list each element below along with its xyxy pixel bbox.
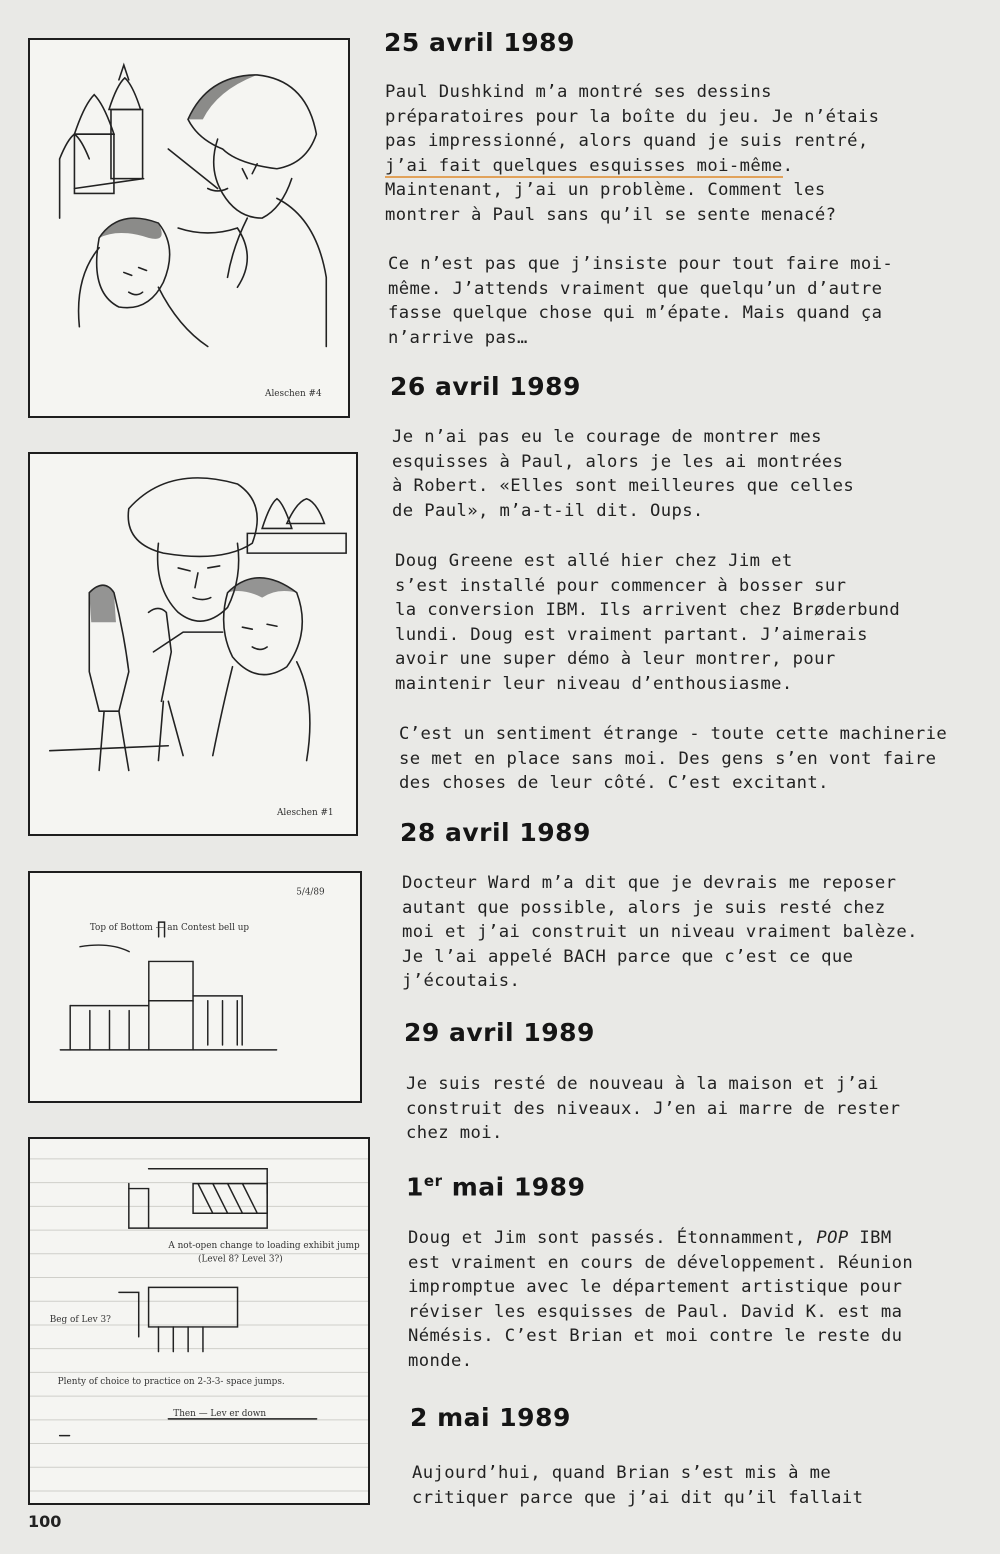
sketch-signature: Aleschen #1 [276, 807, 334, 818]
sketch-note: Then — Lev er down [173, 1408, 267, 1419]
sketch-aladdin-prince-princess [28, 38, 350, 418]
sketch-drawing-2 [30, 454, 356, 834]
date-ordinal: er [423, 1172, 443, 1190]
entry-date: 25 avril 1989 [384, 28, 575, 57]
entry-date: 28 avril 1989 [400, 818, 591, 847]
sketch-note: Beg of Lev 3? [49, 1314, 111, 1325]
sketch-level-blocks [28, 871, 362, 1103]
entry-paragraph [385, 80, 879, 228]
sketch-note: A not-open change to loading exhibit jump [168, 1240, 360, 1251]
sketch-drawing-1 [30, 40, 348, 416]
page-number: 100 [28, 1512, 62, 1531]
highlighted-text: j’ai fait quelques esquisses moi-même [385, 155, 783, 176]
entry-paragraph: Docteur Ward m’a dit que je devrais me reposer autant que possible, alors je suis resté chez moi et j’ai construit un niveau vraiment balèze. Je l’ai appelé BACH parce que c’est ce que j’écoutais. [402, 873, 918, 992]
sketch-prince-turban-palace [28, 452, 358, 836]
sketch-note: (Level 8? Level 3?) [198, 1254, 283, 1265]
paragraph-text: Paul Dushkind m’a montré ses dessins préparatoires pour la boîte du jeu. Je n’étais pas impressionné, alors quand je suis rentré, [385, 82, 880, 152]
date-day: 1 [406, 1172, 424, 1202]
sketch-level-plan [28, 1137, 370, 1505]
entry-paragraph: Je suis resté de nouveau à la maison et j’ai construit des niveaux. J’en ai marre de rester chez moi. [406, 1074, 901, 1144]
game-title: POP [816, 1228, 849, 1248]
entry-paragraph: Ce n’est pas que j’insiste pour tout faire moi- même. J’attends vraiment que quelqu’un d’autre fasse quelque chose qui m’épate. Mais quand ça n’arrive pas… [388, 254, 894, 348]
entry-paragraph: C’est un sentiment étrange - toute cette machinerie se met en place sans moi. Des gens s’en vont faire des choses de leur côté. C’est excitant. [399, 724, 948, 794]
paragraph-text: Doug et Jim sont passés. Étonnamment, [408, 1228, 817, 1248]
sketch-note: Plenty of choice to practice on 2-3-3- space jumps. [57, 1377, 285, 1388]
sketch-note: Top of Bottom — an Contest bell up [89, 923, 250, 933]
paragraph-text: IBM est vraiment en cours de développement. Réunion impromptue avec le département artistique pour réviser les esquisses de Paul. David K. est ma Némésis. C’est Brian et moi contre le reste du monde. [408, 1228, 914, 1371]
sketch-date-note: 5/4/89 [296, 887, 325, 898]
sketch-drawing-4 [30, 1139, 368, 1503]
entry-date: 26 avril 1989 [390, 372, 581, 401]
date-month-year: mai 1989 [442, 1172, 586, 1202]
entry-paragraph: Doug Greene est allé hier chez Jim et s’est installé pour commencer à bosser sur la conversion IBM. Ils arrivent chez Brøderbund lundi. Doug est vraiment partant. J’aimerais avoir une super démo à leur montrer, pour maintenir leur niveau d’enthousiasme. [395, 551, 901, 694]
paragraph-text: . Maintenant, j’ai un problème. Comment les montrer à Paul sans qu’il se sente menacé? [385, 155, 837, 225]
entry-date [406, 1172, 585, 1201]
entry-paragraph [408, 1226, 913, 1374]
sketch-drawing-3 [30, 873, 360, 1101]
sketch-signature: Aleschen #4 [265, 388, 322, 399]
entry-date: 2 mai 1989 [410, 1403, 571, 1432]
entry-paragraph: Je n’ai pas eu le courage de montrer mes esquisses à Paul, alors je les ai montrées à Robert. «Elles sont meilleures que celles de Paul», m’a-t-il dit. Oups. [392, 427, 855, 521]
entry-paragraph: Aujourd’hui, quand Brian s’est mis à me critiquer parce que j’ai dit qu’il fallait [412, 1463, 864, 1508]
entry-date: 29 avril 1989 [404, 1018, 595, 1047]
